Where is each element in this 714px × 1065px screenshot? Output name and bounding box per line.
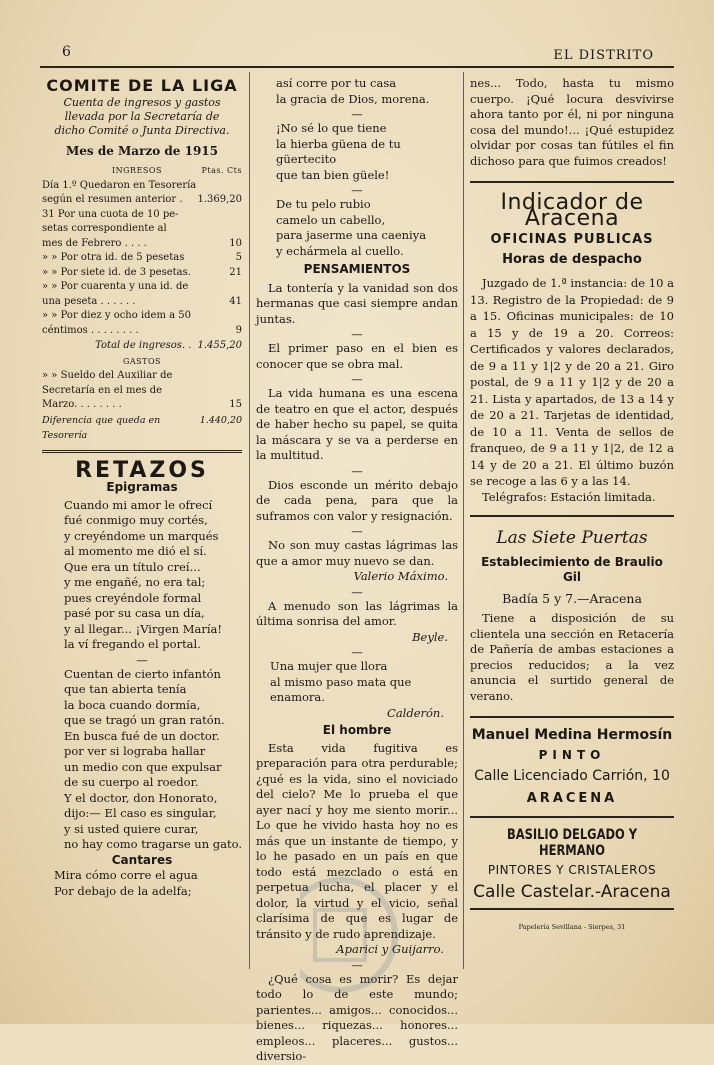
siete-puertas-title: Las Siete Puertas	[496, 528, 648, 548]
ledger-text: una peseta . . . . . .	[42, 295, 136, 307]
horas-heading: Horas de despacho	[502, 251, 642, 267]
header-rule	[40, 66, 674, 68]
verse-line: la boca cuando dormía,	[64, 697, 201, 712]
castelar-address: Calle Castelar.-Aracena	[473, 881, 671, 902]
ledger-row	[42, 193, 242, 208]
ledger-text: » » Sueldo del Auxiliar de	[42, 370, 173, 381]
pintores-label: PINTORES Y CRISTALEROS	[487, 863, 657, 877]
poem-1	[42, 498, 242, 653]
ledger-row	[42, 295, 242, 310]
ledger-row	[42, 222, 242, 237]
ledger-text: setas correspondiente al	[42, 223, 167, 234]
verse-line: para jaserme una caeniya	[276, 228, 427, 242]
verse-line: así corre por tu casa	[276, 76, 397, 90]
ledger-row	[42, 208, 242, 223]
ledger-row	[42, 398, 242, 413]
verse-line: Y el doctor, don Honorato,	[64, 790, 218, 805]
verse-line: En busca fué de un doctor.	[64, 728, 220, 743]
ledger-text: según el resumen anterior .	[42, 194, 183, 205]
column-1	[42, 76, 242, 899]
horarios-text: Juzgado de 1.ª instancia: de 10 a 13. Registro de la Propiedad: de 9 a 15. Oficinas municipales: de 10 a 15 y de 19 a 20. Correos: Certificados y valores declarados, de 9 a 11 y 1|2 y de 20 a 21. Giro postal, de 9 a 11 y 1|2 y de 20 a 21. Lista y apartados, de 13 a 14 y de 20 a 21. Tarjetas de identidad, de 10 a 11. Venta de sellos de franqueo, de 9 a 11 y 1|2, de 12 a 14 y de 20 a 21. El último buzón se recoge a las 6 y a las 14.	[470, 276, 674, 488]
verse-line: camelo un cabello,	[276, 212, 386, 227]
pensamiento-7	[256, 659, 458, 706]
total-ingresos-value: 1.455,20	[197, 340, 242, 351]
ledger-row	[42, 369, 242, 384]
section-rule	[470, 816, 674, 818]
comite-title: COMITE DE LA LIGA	[46, 76, 238, 95]
column-rule-1	[249, 72, 250, 969]
page-number: 6	[62, 44, 71, 60]
telegrafos-text: Telégrafos: Estación limitada.	[482, 489, 656, 504]
ledger-row	[42, 324, 242, 339]
verse-line: dijo:— El caso es singular,	[64, 806, 217, 820]
ledger-row	[42, 384, 242, 399]
pensamiento-6: A menudo son las lágrimas la última sonrisa del amor.	[256, 598, 458, 628]
el-hombre-text: Esta vida fugitiva es preparación para otra perdurable; ¿qué es la vida, sino el noviciado del cielo? Me lo prueba el que ayer nací y hoy me siento morir... Lo que he vivido hasta hoy no es más que un instante de tiempo, y lo he pasado en un país en que todo está mezclado o está en perpetua lucha, el placer y el dolor, la virtud y el vicio, señal clarísima de que es lugar de tránsito y de rudo aprendizaje.	[256, 740, 458, 941]
ledger-amount: 5	[235, 252, 242, 263]
pensamientos-heading: PENSAMIENTOS	[303, 262, 411, 276]
section-rule	[470, 908, 674, 910]
retazos-title: RETAZOS	[75, 457, 209, 483]
ledger-row	[42, 309, 242, 324]
indicador-title: Indicador de Aracena	[500, 190, 644, 231]
section-rule	[470, 716, 674, 718]
ledger-amount: 1.369,20	[197, 194, 242, 205]
ledger-amount: 21	[229, 266, 242, 278]
ledger-text: » » Por siete id. de 3 pesetas.	[42, 266, 191, 278]
aracena-label: ARACENA	[526, 790, 618, 806]
ledger-text: » » Por diez y ocho idem a 50	[42, 310, 191, 321]
oficinas-heading: OFICINAS PUBLICAS	[490, 232, 654, 247]
medina-name: Manuel Medina Hermosín	[471, 727, 673, 743]
pensamiento-5: No son muy castas lágrimas las que a amor muy nuevo se dan.	[256, 538, 458, 568]
ledger-text: 31 Por una cuota de 10 pe-	[42, 208, 179, 220]
ledger-amount: 10	[229, 237, 242, 249]
author-6: Beyle.	[412, 629, 448, 644]
verse-line: y si usted quiere curar,	[64, 821, 199, 836]
verse-line: y creyéndome un marqués	[64, 528, 219, 543]
separator: —	[351, 957, 363, 972]
column-3	[470, 76, 674, 936]
separator: —	[351, 183, 363, 197]
ledger-header	[42, 163, 242, 179]
verse-line: Que era un título creí...	[64, 559, 201, 574]
cantar-3	[256, 197, 458, 259]
verse-line: al momento me dió el sí.	[64, 544, 207, 558]
verse-line: Cuentan de cierto infantón	[64, 666, 221, 681]
verse-line: por ver si lograba hallar	[64, 744, 206, 758]
ledger-text: Día 1.º Quedaron en Tesorería	[42, 179, 197, 191]
ledger-text: Secretaría en el mes de	[42, 384, 163, 396]
verse-line: y echármela al cuello.	[276, 243, 404, 258]
verse-line: que se tragó un gran ratón.	[64, 713, 225, 727]
verse-line: Mira cómo corre el agua	[54, 868, 198, 882]
ledger-text: céntimos . . . . . . . .	[42, 324, 139, 336]
comite-subtitle: Cuenta de ingresos y gastos llevada por la Secretaría de dicho Comité o Junta Directiva.	[54, 95, 230, 137]
verse-line: y al llegar... ¡Virgen María!	[64, 621, 222, 636]
ledger-row	[42, 179, 242, 194]
verse-line: Por debajo de la adelfa;	[54, 883, 192, 898]
gastos-label: GASTOS	[122, 356, 162, 366]
ledger-amount: 41	[229, 295, 242, 307]
ledger-amount: 9	[235, 324, 242, 336]
poem-2	[42, 667, 242, 853]
month-heading: Mes de Marzo de 1915	[65, 143, 219, 158]
total-ingresos-label: Total de ingresos. .	[95, 340, 192, 351]
cantares-lines	[42, 868, 242, 899]
pensamiento-4: Dios esconde un mérito debajo de cada pena, para que la suframos con valor y resignación.	[256, 477, 458, 523]
epigramas-heading: Epigramas	[106, 480, 178, 494]
verse-line: que tan bien güele!	[276, 167, 390, 182]
author-8: Aparici y Guijarro.	[336, 942, 444, 956]
ptas-label: Ptas. Cts	[201, 166, 242, 175]
author-7: Calderón.	[387, 705, 444, 720]
verse-line: un medio con que expulsar	[64, 759, 222, 774]
el-hombre-heading: El hombre	[322, 723, 392, 737]
pensamiento-2: El primer paso en el bien es conocer que se obra mal.	[256, 341, 458, 371]
pensamiento-3: La vida humana es una escena de teatro en que el actor, después de haber hecho su papel, se quita la máscara y se va a perderse en la multitud.	[256, 386, 458, 462]
ledger-row	[42, 280, 242, 295]
ledger-text: Marzo. . . . . . . .	[42, 399, 122, 410]
medina-address: Calle Licenciado Carrión, 10	[474, 768, 670, 784]
morir-continuation: nes... Todo, hasta tu mismo cuerpo. ¡Qué locura desvivirse ahora tanto por él, ni por ninguna cosa del mundo!... ¡Qué estupidez olvidar por cosas tan fútiles el fin dichoso para que fuimos creados!	[470, 76, 674, 168]
verse-line: no hay como tragarse un gato.	[64, 837, 242, 851]
verse-line: y me engañé, no era tal;	[64, 575, 206, 589]
verse-line: pasé por su casa un día,	[64, 606, 205, 620]
verse-line: ¡No sé lo que tiene	[276, 121, 387, 135]
ledger-gastos	[42, 369, 242, 413]
ledger-row	[42, 266, 242, 281]
morir-text: ¿Qué cosa es morir? Es dejar todo lo de este mundo; parientes... amigos... conocidos... bienes... riquezas... honores... empleos... placeres... gustos... diversio-	[256, 971, 458, 1063]
establecimiento-heading: Establecimiento de Braulio Gil	[481, 554, 663, 584]
ledger-row	[42, 251, 242, 266]
ledger-row	[42, 237, 242, 252]
verse-line: fué conmigo muy cortés,	[64, 513, 208, 527]
separator: —	[351, 584, 363, 599]
ledger-amount: 15	[229, 399, 242, 410]
verse-line: la ví fregando el portal.	[64, 637, 201, 651]
separator: —	[351, 524, 363, 538]
separator: —	[351, 645, 363, 659]
basilio-name: BASILIO DELGADO Y HERMANO	[506, 827, 638, 859]
section-rule	[42, 450, 242, 453]
newspaper-title: EL DISTRITO	[553, 48, 654, 63]
verse-line: De tu pelo rubio	[276, 197, 371, 211]
pinto-label: PINTO	[538, 747, 606, 762]
verse-line: la gracia de Dios, morena.	[276, 91, 430, 106]
printer-imprint: Papelería Sevillana - Sierpes, 31	[518, 923, 626, 931]
total-ingresos-row	[42, 338, 242, 354]
separator: —	[351, 327, 363, 341]
column-2	[256, 76, 458, 1065]
ledger-ingresos	[42, 179, 242, 339]
ledger-text: » » Por cuarenta y una id. de	[42, 281, 189, 292]
author-5: Valerio Máximo.	[353, 569, 448, 583]
separator: —	[136, 652, 148, 667]
diferencia-label: Diferencia que queda en Tesorería	[42, 414, 161, 441]
pensamiento-1: La tontería y la vanidad son dos hermanas que casi siempre andan juntas.	[256, 280, 458, 326]
diferencia-row	[42, 413, 242, 444]
siete-puertas-text: Tiene a disposición de su clientela una sección en Retacería de Pañería de ambas estaciones a precios reducidos; a la vez anuncia el surtido general de verano.	[470, 611, 674, 703]
ledger-text: mes de Febrero . . . .	[42, 237, 147, 249]
diferencia-value: 1.440,20	[199, 414, 242, 426]
separator: —	[351, 107, 363, 121]
section-rule	[470, 181, 674, 183]
ledger-text: » » Por otra id. de 5 pesetas	[42, 252, 185, 263]
separator: —	[351, 372, 363, 386]
verse-line: de su cuerpo al roedor.	[64, 775, 199, 789]
verse-line: que tan abierta tenía	[64, 682, 187, 696]
verse-line: Cuando mi amor le ofrecí	[64, 497, 213, 512]
column-rule-2	[463, 72, 464, 969]
cantares-heading: Cantares	[111, 852, 173, 867]
verse-line: Una mujer que llora	[270, 659, 388, 673]
ingresos-label: INGRESOS	[112, 166, 162, 175]
badia-address: Badía 5 y 7.—Aracena	[502, 590, 642, 606]
verse-line: pues creyéndole formal	[64, 590, 202, 605]
separator: —	[351, 463, 363, 478]
cantar-1	[256, 76, 458, 107]
verse-line: al mismo paso mata que enamora.	[270, 674, 412, 704]
section-rule	[470, 515, 674, 517]
verse-line: la hierba güena de tu güertecito	[276, 136, 401, 166]
cantar-2	[256, 121, 458, 183]
